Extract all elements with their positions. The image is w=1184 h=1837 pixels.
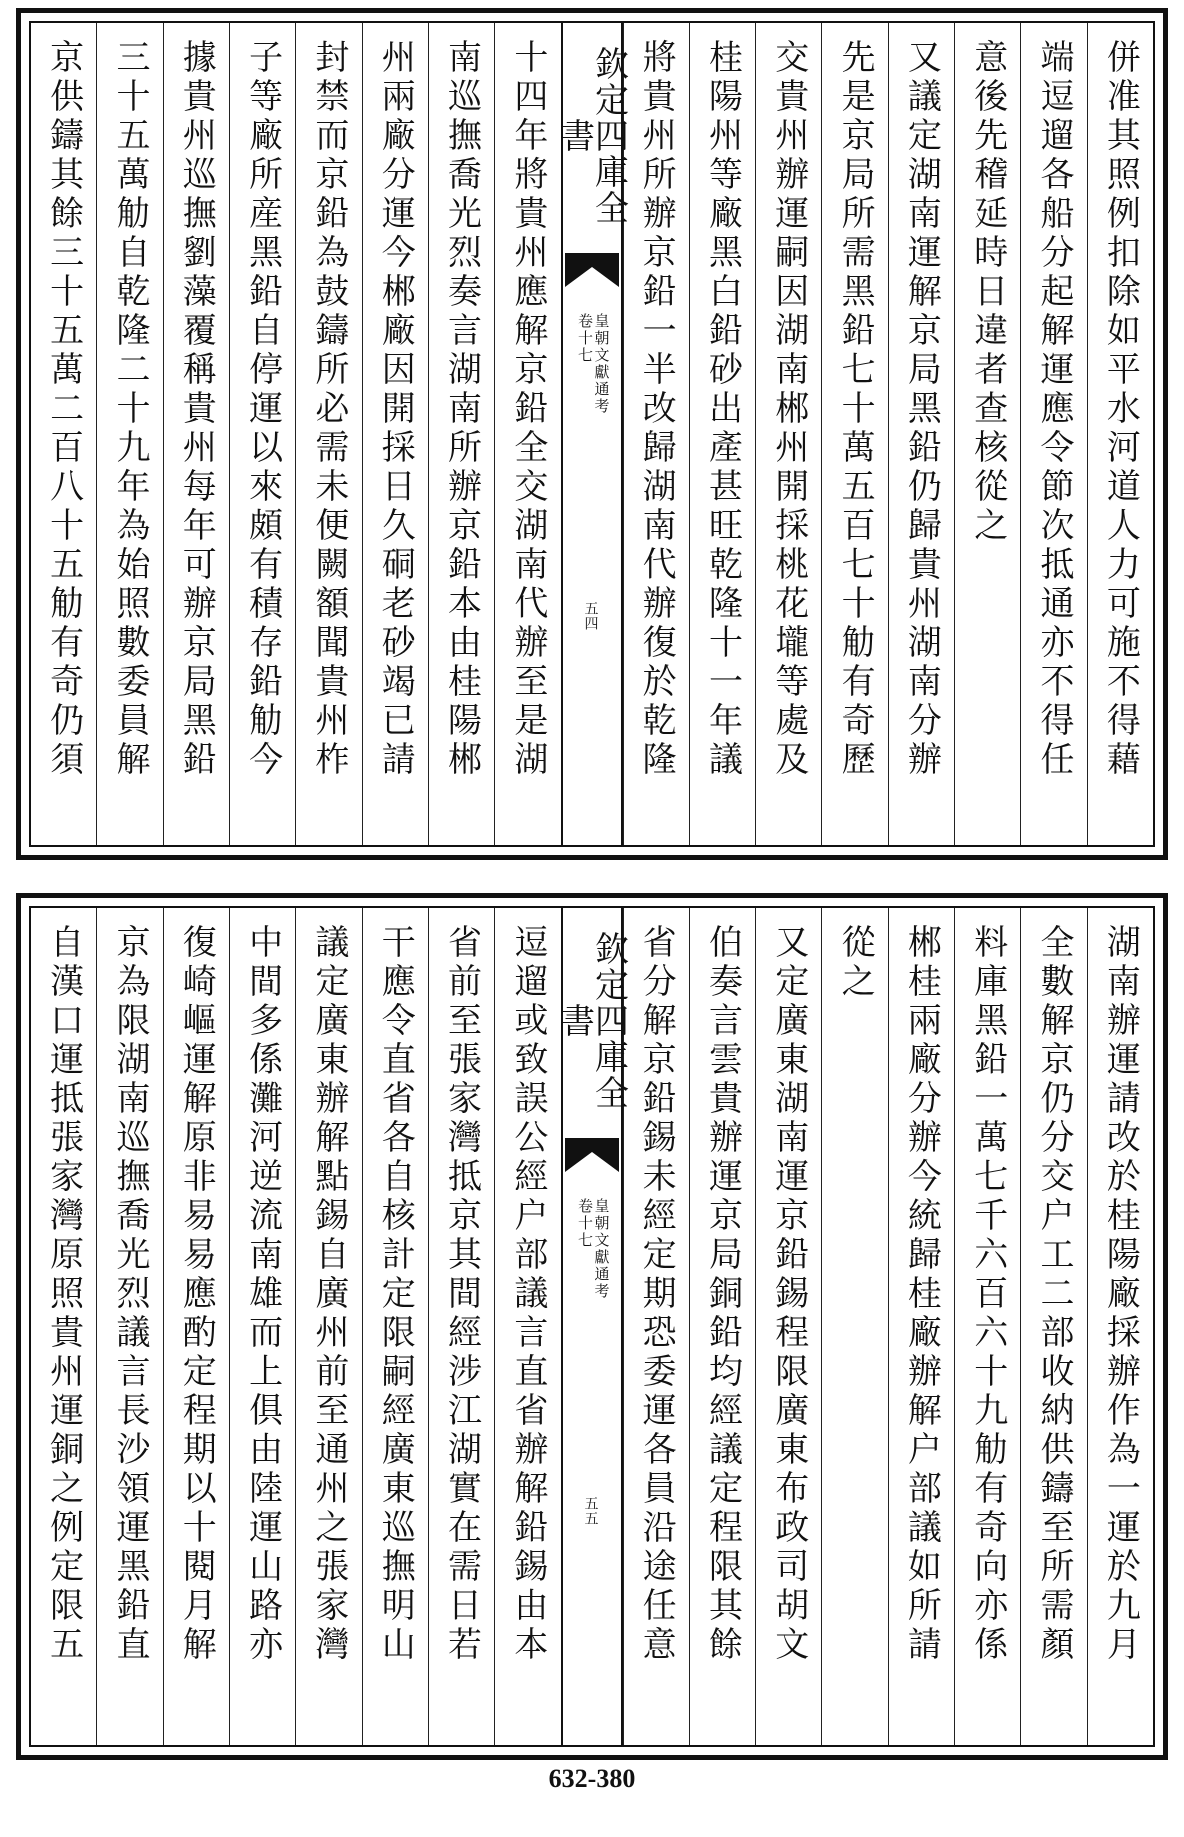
text-column: 交貴州辦運嗣因湖南郴州開採桃花壠等處及 (755, 23, 821, 845)
bottom-page (16, 893, 1168, 1760)
volume-label: 卷十七 (576, 1198, 594, 1249)
text-column: 京供鑄其餘三十五萬二百八十五觔有奇仍須 (43, 39, 84, 780)
text-column: 意後先稽延時日違者查核從之 (954, 23, 1020, 845)
text-column: 中間多係灘河逆流南雄而上俱由陸運山路亦 (229, 908, 295, 1745)
text-column: 子等廠所産黑鉛自停運以來頗有積存鉛觔今 (229, 23, 295, 845)
text-column: 伯奏言雲貴辦運京局銅鉛均經議定程限其餘 (689, 908, 755, 1745)
text-column: 省分解京鉛錫未經定期恐委運各員沿途任意 (623, 908, 689, 1745)
text-column: 議定廣東辦解點錫自廣州前至通州之張家灣 (295, 908, 361, 1745)
text-column: 三十五萬觔自乾隆二十九年為始照數委員解 (96, 23, 162, 845)
center-fold-column (554, 23, 629, 845)
text-column: 十四年將貴州應解京鉛全交湖南代辦至是湖 (494, 23, 560, 845)
text-column: 桂陽州等廠黑白鉛砂出產甚旺乾隆十一年議 (689, 23, 755, 845)
text-column: 封禁而京鉛為鼓鑄所必需未便闕額聞貴州柞 (295, 23, 361, 845)
bottom-page-frame (29, 906, 1155, 1747)
text-column: 自漢口運抵張家灣原照貴州運銅之例定限五 (43, 924, 84, 1665)
text-column: 干應令直省各自核計定限嗣經廣東巡撫明山 (362, 908, 428, 1745)
fish-tail-ornament (565, 253, 619, 287)
volume-label: 卷十七 (576, 313, 594, 364)
center-fold-column (554, 908, 629, 1745)
text-column: 郴桂兩廠分辦今統歸桂廠辦解户部議如所請 (888, 908, 954, 1745)
top-page (16, 8, 1168, 860)
text-column: 湖南辦運請改於桂陽廠採辦作為一運於九月 (1087, 908, 1153, 1745)
text-column: 復崎嶇運解原非易易應酌定程期以十閱月解 (163, 908, 229, 1745)
text-column: 省前至張家灣抵京其間經涉江湖實在需日若 (428, 908, 494, 1745)
folio-number: 五五 (582, 1496, 599, 1526)
text-column: 併准其照例扣除如平水河道人力可施不得藉 (1087, 23, 1153, 845)
text-column: 料庫黑鉛一萬七千六百六十九觔有奇向亦係 (954, 908, 1020, 1745)
book-series-title: 欽定四庫全書 (554, 46, 629, 226)
text-column: 又定廣東湖南運京鉛錫程限廣東布政司胡文 (755, 908, 821, 1745)
page-footer-code: 632-380 (548, 1764, 636, 1793)
fish-tail-ornament (565, 1138, 619, 1172)
text-column: 全數解京仍分交户工二部收納供鑄至所需顏 (1020, 908, 1086, 1745)
text-column: 京為限湖南巡撫喬光烈議言長沙領運黑鉛直 (96, 908, 162, 1745)
text-column: 先是京局所需黑鉛七十萬五百七十觔有奇歷 (821, 23, 887, 845)
text-column: 州兩廠分運今郴廠因開採日久硐老砂竭已請 (362, 23, 428, 845)
top-page-frame (29, 21, 1155, 847)
text-column: 逗遛或致誤公經户部議言直省辦解鉛錫由本 (494, 908, 560, 1745)
text-column: 端逗遛各船分起解運應令節次抵通亦不得任 (1020, 23, 1086, 845)
book-info (577, 313, 610, 415)
book-info (577, 1198, 610, 1300)
text-column: 據貴州巡撫劉藻覆稱貴州每年可辦京局黑鉛 (163, 23, 229, 845)
book-name: 皇朝文獻通考 (592, 313, 611, 415)
folio-number: 五四 (582, 601, 599, 631)
text-column: 又議定湖南運解京局黑鉛仍歸貴州湖南分辦 (888, 23, 954, 845)
text-column: 從之 (821, 908, 887, 1745)
text-column: 南巡撫喬光烈奏言湖南所辦京鉛本由桂陽郴 (428, 23, 494, 845)
book-name: 皇朝文獻通考 (592, 1198, 611, 1300)
book-series-title: 欽定四庫全書 (554, 931, 629, 1111)
text-column: 將貴州所辦京鉛一半改歸湖南代辦復於乾隆 (623, 23, 689, 845)
